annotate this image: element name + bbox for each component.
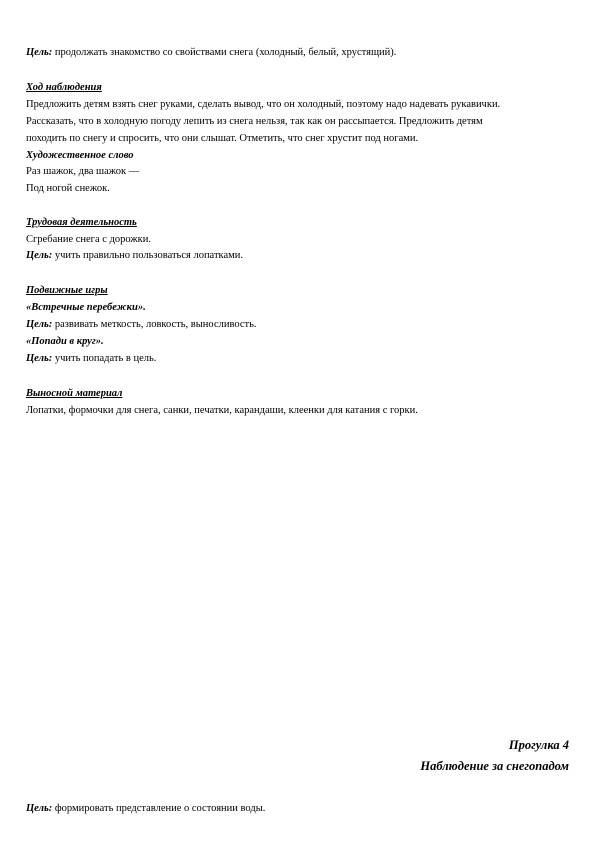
labor-goal: [26, 249, 243, 262]
goal-label: Цель:: [26, 319, 53, 330]
observation-line-3: походить по снегу и спросить, что они слышат. Отметить, что снег хрустит под ногами.: [26, 133, 419, 144]
game-1-goal: [26, 318, 257, 331]
goal-line-last: [26, 802, 265, 815]
observation-line-1: Предложить детям взять снег руками, сделать вывод, что он холодный, поэтому надо надевать рукавички.: [26, 99, 501, 110]
game-2-title: «Попади в круг».: [26, 336, 104, 347]
labor-text: Сгребание снега с дорожки.: [26, 234, 151, 245]
goal-text: развивать меткость, ловкость, выносливость.: [52, 319, 257, 330]
games-heading: Подвижные игры: [26, 285, 108, 296]
poem-line-2: Под ногой снежок.: [26, 183, 110, 194]
goal-text: формировать представление о состоянии воды.: [52, 803, 266, 814]
art-word-heading: Художественное слово: [26, 150, 134, 161]
goal-text: учить правильно пользоваться лопатками.: [52, 250, 244, 261]
material-heading: Выносной материал: [26, 388, 123, 399]
labor-heading: Трудовая деятельность: [26, 217, 137, 228]
goal-line-1: [26, 46, 396, 59]
goal-label: Цель:: [26, 353, 53, 364]
goal-text: продолжать знакомство со свойствами снега (холодный, белый, хрустящий).: [52, 47, 397, 58]
walk-4-title: Прогулка 4: [508, 738, 569, 752]
goal-label: Цель:: [26, 47, 53, 58]
observation-line-2: Рассказать, что в холодную погоду лепить из снега нельзя, так как он рассыпается. Предложить детям: [26, 116, 483, 127]
goal-label: Цель:: [26, 803, 53, 814]
goal-label: Цель:: [26, 250, 53, 261]
material-text: Лопатки, формочки для снега, санки, печатки, карандаши, клеенки для катания с горки.: [26, 405, 418, 416]
observation-heading: Ход наблюдения: [26, 82, 102, 93]
walk-4-subtitle: Наблюдение за снегопадом: [420, 759, 569, 773]
game-1-title: «Встречные перебежки».: [26, 302, 146, 313]
poem-line-1: Раз шажок, два шажок —: [26, 166, 140, 177]
goal-text: учить попадать в цель.: [52, 353, 157, 364]
game-2-goal: [26, 352, 156, 365]
